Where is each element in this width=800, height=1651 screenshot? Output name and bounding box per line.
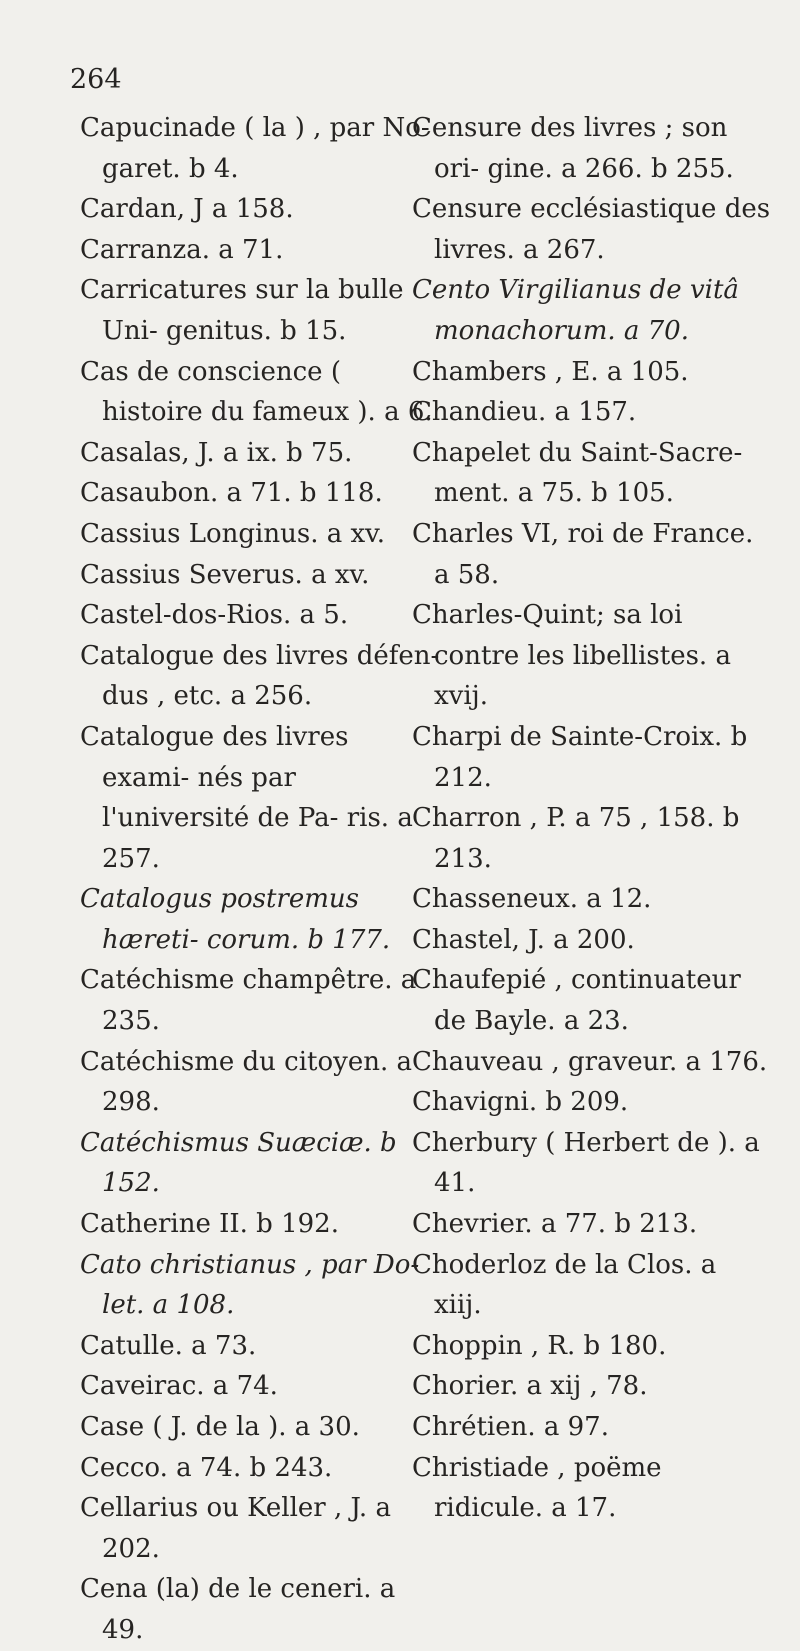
index-entry: Cas de conscience ( histoire du fameux ). a 6. bbox=[80, 356, 433, 428]
index-entry: Chorier. a xij , 78. bbox=[412, 1371, 648, 1402]
index-entry: Chavigni. b 209. bbox=[412, 1087, 629, 1118]
index-entry: Catalogue des livres défen- dus , etc. a 256. bbox=[80, 640, 440, 712]
index-column-left bbox=[80, 108, 440, 1651]
index-entry: Charron , P. a 75 , 158. b 213. bbox=[412, 803, 740, 874]
index-entry: Castel-dos-Rios. a 5. bbox=[80, 600, 349, 631]
index-entry: Choppin , R. b 180. bbox=[412, 1330, 667, 1361]
index-entry: Cardan, J a 158. bbox=[80, 194, 294, 225]
index-entry: Cento Virgilianus de vitâ monachorum. a 70. bbox=[412, 275, 739, 346]
index-entry: Charles-Quint; sa loi contre les libellistes. a xvij. bbox=[412, 600, 731, 712]
index-entry: Casaubon. a 71. b 118. bbox=[80, 478, 383, 509]
index-entry: Chambers , E. a 105. bbox=[412, 356, 689, 387]
index-entry: Chasseneux. a 12. bbox=[412, 884, 652, 915]
index-entry: Chapelet du Saint-Sacre- ment. a 75. b 105. bbox=[412, 437, 743, 509]
index-entry: Catalogus postremus hæreti- corum. b 177. bbox=[80, 884, 391, 955]
index-entry: Chaufepié , continuateur de Bayle. a 23. bbox=[412, 965, 741, 1037]
index-entry: Catherine II. b 192. bbox=[80, 1209, 339, 1240]
index-entry: Chastel, J. a 200. bbox=[412, 924, 635, 955]
index-entry: Cassius Severus. a xv. bbox=[80, 559, 370, 590]
index-entry: Cellarius ou Keller , J. a 202. bbox=[80, 1493, 391, 1564]
index-entry: Cassius Longinus. a xv. bbox=[80, 518, 386, 549]
index-column-right bbox=[412, 108, 772, 1529]
index-entry: Christiade , poëme ridicule. a 17. bbox=[412, 1452, 662, 1524]
index-entry: Cecco. a 74. b 243. bbox=[80, 1452, 333, 1483]
index-entry: Chandieu. a 157. bbox=[412, 397, 637, 428]
index-entry: Catéchisme du citoyen. a 298. bbox=[80, 1046, 412, 1118]
index-entry: Case ( J. de la ). a 30. bbox=[80, 1412, 360, 1442]
index-entry: Cato christianus , par Do- let. a 108. bbox=[80, 1249, 420, 1321]
index-entry: Choderloz de la Clos. a xiij. bbox=[412, 1249, 717, 1321]
index-entry: Casalas, J. a ix. b 75. bbox=[80, 437, 353, 468]
index-entry: Chrétien. a 97. bbox=[412, 1412, 609, 1442]
index-entry: Cherbury ( Herbert de ). a 41. bbox=[412, 1127, 760, 1199]
index-entry: Catulle. a 73. bbox=[80, 1330, 257, 1361]
index-entry: Caveirac. a 74. bbox=[80, 1371, 278, 1402]
index-entry: Charles VI, roi de France. a 58. bbox=[412, 518, 754, 590]
index-entry: Catéchismus Suæciæ. b 152. bbox=[80, 1127, 397, 1199]
page-number: 264 bbox=[70, 64, 122, 95]
index-entry: Chauveau , graveur. a 176. bbox=[412, 1046, 768, 1077]
index-entry: Capucinade ( la ) , par No- garet. b 4. bbox=[80, 113, 430, 184]
index-entry: Censure ecclésiastique des livres. a 267. bbox=[412, 194, 771, 265]
index-entry: Chevrier. a 77. b 213. bbox=[412, 1209, 698, 1240]
index-entry: Censure des livres ; son ori- gine. a 266. b 255. bbox=[412, 113, 734, 184]
index-entry: Catalogue des livres exami- nés par l'université de Pa- ris. a 257. bbox=[80, 721, 413, 874]
index-entry: Charpi de Sainte-Croix. b 212. bbox=[412, 721, 748, 793]
index-entry: Cena (la) de le ceneri. a 49. bbox=[80, 1574, 396, 1645]
index-entry: Carranza. a 71. bbox=[80, 234, 284, 265]
index-entry: Carricatures sur la bulle Uni- genitus. b 15. bbox=[80, 275, 404, 346]
index-entry: Catéchisme champêtre. a 235. bbox=[80, 965, 417, 1037]
